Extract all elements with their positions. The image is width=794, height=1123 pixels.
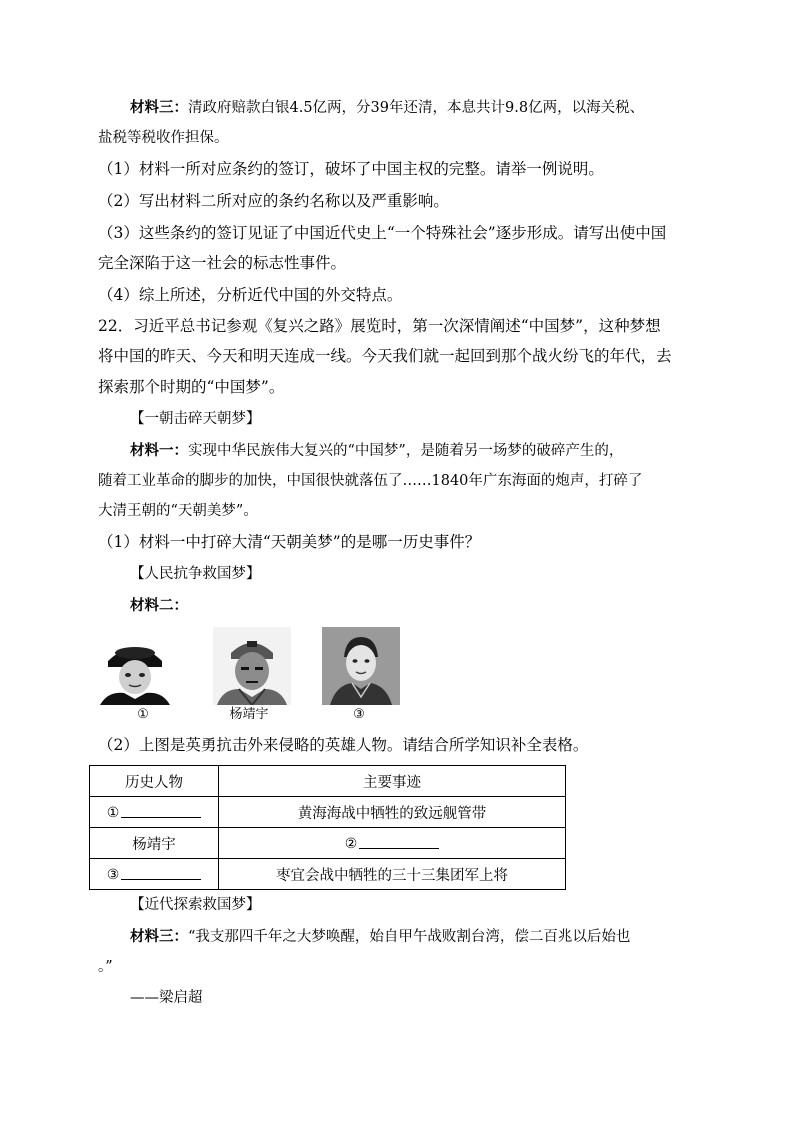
- table-cell-person-3[interactable]: ③: [90, 859, 219, 890]
- table-cell-deeds-3: 枣宜会战中牺牲的三十三集团军上将: [219, 859, 566, 890]
- question-21-3-line2: 完全深陷于这一社会的标志性事件。: [98, 254, 347, 272]
- section3-line1: 材料三：“我支那四千年之大梦唤醒，始自甲午战败割台湾，偿二百兆以后始也: [130, 928, 631, 945]
- section2-heading: 【人民抗争救国梦】: [130, 566, 261, 582]
- section3-attribution: ——梁启超: [130, 990, 203, 1006]
- answer-blank-2[interactable]: [359, 834, 439, 849]
- material3-line2: 盐税等税收作担保。: [98, 130, 229, 146]
- section1-line2: 随着工业革命的脚步的加快，中国很快就落伍了……1840年广东海面的炮声，打碎了: [98, 473, 643, 489]
- table-cell-deeds-1: 黄海海战中牺牲的致远舰管带: [219, 797, 566, 828]
- section1-heading: 【一朝击碎天朝梦】: [130, 411, 261, 427]
- material3-line1: 材料三：清政府赔款白银4.5亿两，分39年还清，本息共计9.8亿两，以海关税、: [130, 99, 645, 116]
- question-22-line1: 22．习近平总书记参观《复兴之路》展览时，第一次深情阐述“中国梦”，这种梦想: [98, 317, 661, 335]
- portrait-caption-3: ③: [353, 707, 365, 722]
- table-cell-person-2: 杨靖宇: [90, 828, 219, 859]
- table-header-person: 历史人物: [90, 766, 219, 797]
- answer-blank-3[interactable]: [121, 865, 201, 880]
- portrait-deng-shichang-image: [96, 627, 174, 705]
- table-row: [90, 797, 566, 828]
- hero-table: [89, 765, 566, 890]
- portrait-yang-jingyu-image: [213, 627, 291, 705]
- question-21-3-line1: （3）这些条约的签订见证了中国近代史上“一个特殊社会”逐步形成。请写出使中国: [98, 224, 667, 242]
- portrait-caption-1: ①: [137, 707, 149, 722]
- table-row: [90, 859, 566, 890]
- question-21-1: （1）材料一所对应条约的签订，破坏了中国主权的完整。请举一例说明。: [98, 160, 604, 178]
- material3-label: 材料三：: [130, 99, 188, 116]
- section1-label: 材料一：: [130, 442, 188, 459]
- question-22-line3: 探索那个时期的“中国梦”。: [98, 378, 285, 396]
- portrait-zhang-zizhong-image: [322, 627, 400, 705]
- table-header-deeds: 主要事迹: [219, 766, 566, 797]
- section1-line3: 大清王朝的“天朝美梦”。: [98, 503, 258, 519]
- question-22-2: （2）上图是英勇抗击外来侵略的英雄人物。请结合所学知识补全表格。: [98, 736, 589, 754]
- section3-line2: 。”: [98, 959, 113, 975]
- question-21-2: （2）写出材料二所对应的条约名称以及严重影响。: [98, 192, 449, 210]
- answer-blank-1[interactable]: [121, 803, 201, 818]
- table-row: [90, 828, 566, 859]
- section1-line1: 材料一：实现中华民族伟大复兴的“中国梦”，是随着另一场梦的破碎产生的，: [130, 442, 624, 459]
- table-cell-deeds-2[interactable]: ②: [219, 828, 566, 859]
- section2-label: 材料二：: [130, 597, 188, 614]
- section3-label: 材料三：: [130, 928, 188, 945]
- section3-heading: 【近代探索救国梦】: [130, 897, 261, 913]
- table-cell-person-1[interactable]: ①: [90, 797, 219, 828]
- question-22-line2: 将中国的昨天、今天和明天连成一线。今天我们就一起回到那个战火纷飞的年代，去: [98, 347, 672, 365]
- question-22-1: （1）材料一中打碎大清“天朝美梦”的是哪一历史事件？: [98, 533, 481, 551]
- portrait-caption-2: 杨靖宇: [229, 707, 269, 722]
- table-header-row: [90, 766, 566, 797]
- question-21-4: （4）综上所述，分析近代中国的外交特点。: [98, 286, 403, 304]
